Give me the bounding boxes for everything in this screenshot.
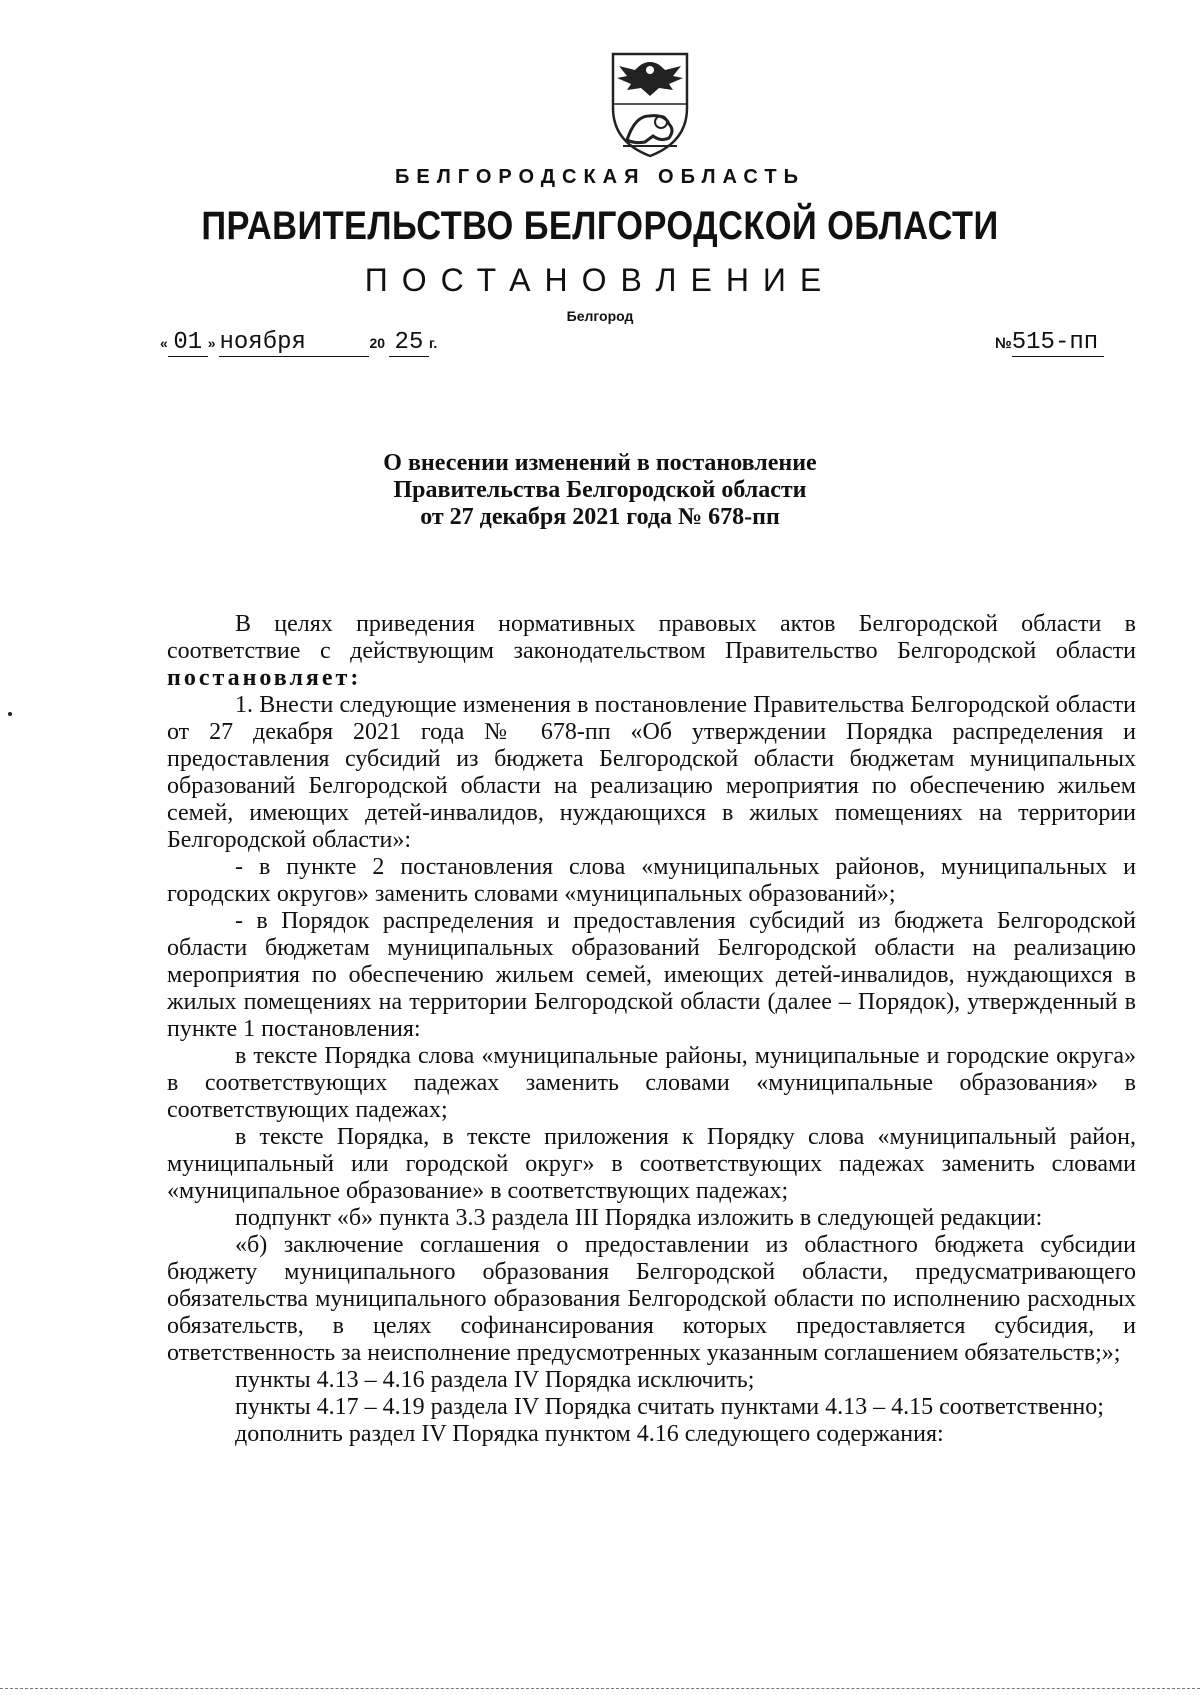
region-heading: БЕЛГОРОДСКАЯ ОБЛАСТЬ: [395, 166, 805, 188]
document-body: [167, 611, 1136, 1448]
body-paragraph: пункты 4.17 – 4.19 раздела IV Порядка считать пунктами 4.13 – 4.15 соответственно;: [235, 1394, 1104, 1420]
city-label: Белгород: [566, 308, 634, 324]
date-close-quote: »: [207, 335, 216, 351]
preamble-text: В целях приведения нормативных правовых актов Белгородской области в соответствие с действующим законодательством Правительство Белгородской области: [167, 611, 1136, 664]
date-year: 25: [389, 330, 429, 357]
document-number: [995, 330, 1104, 357]
date-day: 01: [168, 330, 208, 357]
title-line-3: от 27 декабря 2021 года № 678-пп: [420, 504, 780, 530]
body-paragraph: - в пункте 2 постановления слова «муниципальных районов, муниципальных и городских округов» заменить словами «муниципальных образований»;: [167, 854, 1136, 907]
body-paragraph: в тексте Порядка слова «муниципальные районы, муниципальные и городские округа» в соответствующих падежах заменить словами «муниципальные образования» в соответствующих падежах;: [167, 1043, 1136, 1123]
coat-of-arms-emblem: [605, 50, 695, 160]
preamble-paragraph: [167, 611, 1136, 692]
number-value: 515-пп: [1012, 330, 1104, 357]
title-line-1: О внесении изменений в постановление: [383, 450, 817, 476]
margin-mark: [8, 712, 12, 716]
body-paragraph: в тексте Порядка, в тексте приложения к Порядку слова «муниципальный район, муниципальный или городской округ» в соответствующих падежах заменить словами «муниципальное образование» в соответствующих падежах;: [167, 1124, 1136, 1204]
title-line-2: Правительства Белгородской области: [393, 477, 807, 503]
document-title: [0, 450, 1200, 531]
body-paragraph: - в Порядок распределения и предоставления субсидий из бюджета Белгородской области бюджетам муниципальных образований Белгородской области на реализацию мероприятия по обеспечению жильем семей, имеющих детей-инвалидов, нуждающихся в жилых помещениях на территории Белгородской области (далее – Порядок), утвержденный в пункте 1 постановления:: [167, 908, 1136, 1042]
date-century: 20: [369, 335, 386, 351]
date-year-suffix: г.: [428, 335, 438, 351]
document-date: [160, 330, 437, 357]
date-open-quote: «: [160, 335, 168, 351]
body-paragraph: «б) заключение соглашения о предоставлении из областного бюджета субсидии бюджету муниципального образования Белгородской области, предусматривающего обязательства муниципального образования Белгородской области по исполнению расходных обязательств, в целях софинансирования которых предоставляется субсидия, и ответственность за неисполнение предусмотренных указанным соглашением обязательств;»;: [167, 1232, 1136, 1366]
body-paragraph: дополнить раздел IV Порядка пунктом 4.16 следующего содержания:: [235, 1421, 944, 1447]
government-heading: ПРАВИТЕЛЬСТВО БЕЛГОРОДСКОЙ ОБЛАСТИ: [201, 204, 999, 248]
body-paragraph: пункты 4.13 – 4.16 раздела IV Порядка исключить;: [235, 1367, 755, 1393]
number-prefix: №: [995, 335, 1012, 352]
date-month: ноября: [219, 330, 369, 357]
body-paragraph: 1. Внести следующие изменения в постановление Правительства Белгородской области от 27 декабря 2021 года № 678-пп «Об утверждении Порядка распределения и предоставления субсидий из бюджета Белгородской области бюджетам муниципальных образований Белгородской области на реализацию мероприятия по обеспечению жильем семей, имеющих детей-инвалидов, нуждающихся в жилых помещениях на территории Белгородской области»:: [167, 692, 1136, 853]
decree-word: постановляет:: [167, 665, 362, 691]
body-paragraph: подпункт «б» пункта 3.3 раздела III Порядка изложить в следующей редакции:: [235, 1205, 1043, 1231]
scan-edge-line: [0, 1688, 1200, 1690]
document-type-heading: ПОСТАНОВЛЕНИЕ: [364, 262, 836, 298]
